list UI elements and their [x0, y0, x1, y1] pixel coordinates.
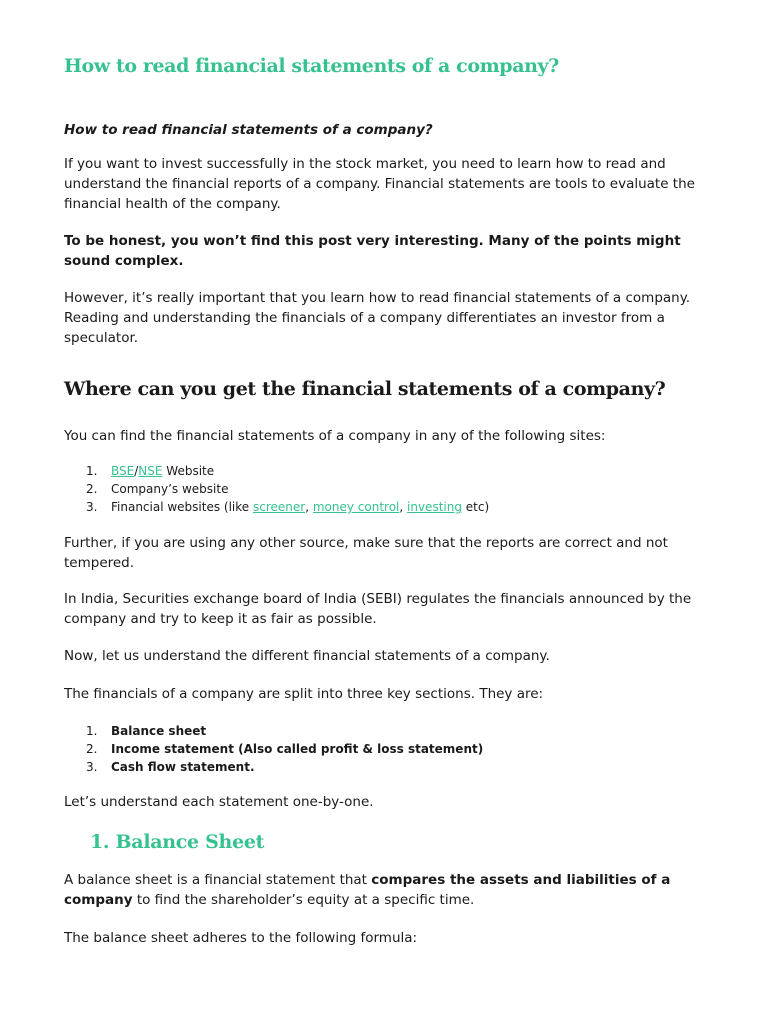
sites-list: [86, 462, 726, 516]
list-text: Company’s website: [111, 482, 229, 496]
bold-span: compares the assets and liabilities of a company: [64, 872, 671, 908]
where-heading: Where can you get the financial statements of a company?: [64, 378, 666, 400]
list-prefix: Financial websites (like: [111, 500, 253, 514]
formula-intro: The balance sheet adheres to the following formula:: [64, 930, 418, 946]
split-paragraph: The financials of a company are split into three key sections. They are:: [64, 686, 544, 702]
list-item: [86, 758, 726, 776]
website-label: Website: [162, 464, 215, 478]
list-item: [86, 480, 726, 498]
sebi-paragraph: In India, Securities exchange board of India (SEBI) regulates the financials announced by the company and try to keep it as fair as possible.: [64, 591, 692, 627]
list-number: 1.: [86, 464, 98, 478]
bse-link[interactable]: BSE: [111, 464, 135, 478]
list-text: [111, 498, 489, 516]
list-item: [86, 498, 726, 516]
one-by-one-paragraph: Let’s understand each statement one-by-one.: [64, 794, 374, 810]
importance-paragraph: However, it’s really important that you learn how to read financial statements of a company. Reading and understanding the financials of a company differentiates an investor from a speculator.: [64, 290, 691, 346]
money-control-link[interactable]: money control: [312, 500, 400, 514]
honest-note: To be honest, you won’t find this post very interesting. Many of the points might sound complex.: [64, 233, 681, 269]
text-span: A balance sheet is a financial statement that: [64, 872, 372, 888]
nse-link[interactable]: NSE: [138, 464, 163, 478]
list-number: 3.: [86, 760, 98, 774]
page-title: How to read financial statements of a company?: [64, 55, 559, 77]
balance-sheet-heading: 1. Balance Sheet: [90, 831, 265, 853]
list-number: 2.: [86, 742, 98, 756]
list-number: 1.: [86, 724, 98, 738]
list-text: Balance sheet: [111, 724, 207, 738]
list-text: [111, 462, 214, 480]
sections-list: [86, 722, 726, 776]
list-item: [86, 462, 726, 480]
now-paragraph: Now, let us understand the different financial statements of a company.: [64, 648, 550, 664]
further-paragraph: Further, if you are using any other source, make sure that the reports are correct and not tempered.: [64, 535, 668, 571]
list-item: [86, 740, 726, 758]
intro-paragraph: If you want to invest successfully in the stock market, you need to learn how to read and understand the financial reports of a company. Financial statements are tools to evaluate the financial health of the company.: [64, 156, 695, 212]
list-text: Cash flow statement.: [111, 760, 255, 774]
list-number: 3.: [86, 500, 98, 514]
separator: /: [134, 464, 139, 478]
subtitle: How to read financial statements of a company?: [64, 122, 433, 138]
list-suffix: etc): [461, 500, 490, 514]
balance-definition: [64, 870, 714, 910]
screener-link[interactable]: screener: [252, 500, 306, 514]
list-text: Income statement (Also called profit & loss statement): [111, 742, 484, 756]
separator: ,: [399, 500, 408, 514]
sites-intro: You can find the financial statements of a company in any of the following sites:: [64, 428, 606, 444]
separator: ,: [305, 500, 313, 514]
investing-link[interactable]: investing: [407, 500, 462, 514]
list-number: 2.: [86, 482, 98, 496]
text-span: to find the shareholder’s equity at a specific time.: [132, 892, 475, 908]
list-item: [86, 722, 726, 740]
